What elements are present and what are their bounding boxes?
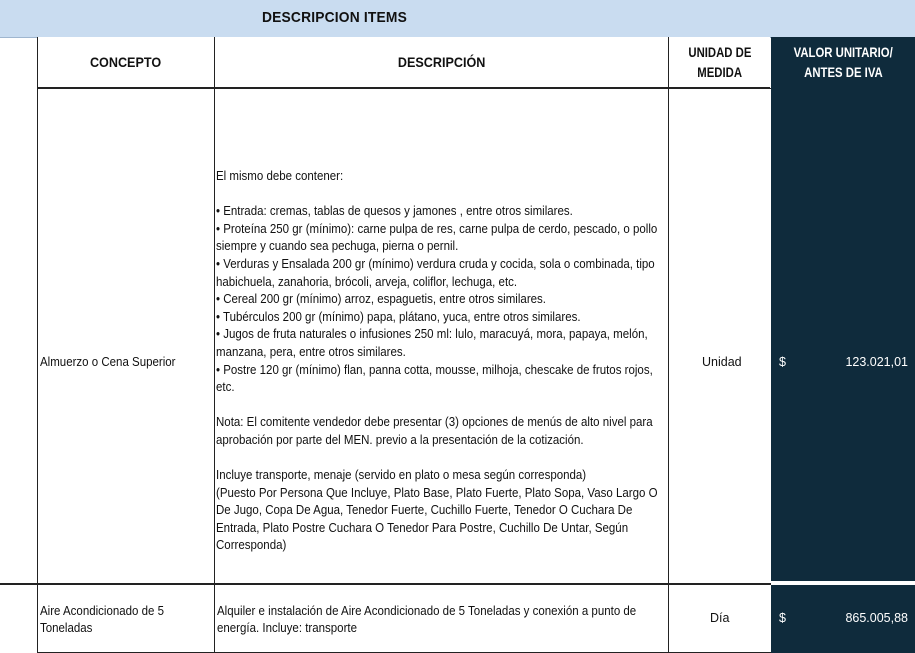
header-valor-line2: ANTES DE IVA — [803, 64, 883, 80]
row1-concepto: Almuerzo o Cena Superior — [40, 355, 176, 369]
desc-line: • Postre 120 gr (mínimo) flan, panna cotta, mousse, milhoja, chescake de frutos rojos, — [216, 362, 653, 377]
grid-line — [37, 88, 771, 89]
header-unidad — [669, 37, 770, 88]
desc-line: • Tubérculos 200 gr (mínimo) papa, plátano, yuca, entre otros similares. — [216, 309, 581, 324]
desc-line: (Puesto Por Persona Que Incluye, Plato Base, Plato Fuerte, Plato Sopa, Vaso Largo O — [216, 485, 658, 500]
desc-line: De Jugo, Copa De Agua, Tenedor Fuerte, Cuchillo Fuerte, Tenedor O Cuchara De — [216, 503, 633, 518]
row2-concepto-line2: Toneladas — [40, 621, 93, 635]
row-divider — [0, 583, 771, 585]
header-descripcion — [215, 37, 668, 88]
desc-line: aprobación por parte del MEN. previo a la presentación de la cotización. — [216, 432, 584, 447]
grid-line — [214, 37, 215, 653]
row1-valor: 123.021,01 — [845, 355, 908, 369]
desc-line: manzana, pera, entre otros similares. — [216, 344, 406, 359]
row2-desc-line1: Alquiler e instalación de Aire Acondicionado de 5 Toneladas y conexión a punto de — [217, 604, 637, 618]
row1-unidad: Unidad — [702, 355, 742, 369]
desc-line: Entrada, Plato Postre Cuchara O Tenedor Para Postre, Cuchillo De Untar, Según — [216, 520, 629, 535]
desc-line: Incluye transporte, menaje (servido en plato o mesa según corresponda) — [216, 468, 587, 483]
grid-line — [37, 37, 38, 653]
row1-descripcion — [216, 168, 686, 555]
header-valor — [771, 37, 915, 88]
desc-line: Corresponda) — [216, 538, 287, 553]
desc-line: • Entrada: cremas, tablas de quesos y jamones , entre otros similares. — [216, 204, 573, 219]
row2-concepto-line1: Aire Acondicionado de 5 — [40, 604, 165, 618]
table-title-bar — [0, 0, 915, 38]
header-concepto-label: CONCEPTO — [90, 54, 162, 70]
row2-descripcion — [217, 603, 673, 637]
row2-unidad: Día — [710, 611, 730, 625]
header-valor-line1: VALOR UNITARIO/ — [793, 44, 893, 60]
desc-line: • Verduras y Ensalada 200 gr (mínimo) verdura cruda y cocida, sola o combinada, tipo — [216, 256, 655, 271]
desc-line: etc. — [216, 380, 235, 395]
row2-concepto — [40, 603, 164, 637]
header-unidad-line1: UNIDAD DE — [687, 44, 752, 60]
row2-valor: 865.005,88 — [845, 611, 908, 625]
row1-currency-symbol: $ — [779, 355, 786, 369]
desc-line: • Proteína 250 gr (mínimo): carne pulpa de res, carne pulpa de cerdo, pescado, o pollo — [216, 221, 658, 236]
table-title: DESCRIPCION ITEMS — [262, 9, 407, 26]
header-concepto — [38, 37, 214, 88]
desc-line: Nota: El comitente vendedor debe presentar (3) opciones de menús de alto nivel para — [216, 415, 653, 430]
desc-line: • Cereal 200 gr (mínimo) arroz, espaguetis, entre otros similares. — [216, 292, 546, 307]
desc-line: habichuela, zanahoria, brócoli, arveja, coliflor, lechuga, etc. — [216, 274, 518, 289]
desc-line: El mismo debe contener: — [216, 169, 344, 183]
header-unidad-line2: MEDIDA — [697, 64, 742, 80]
row2-currency-symbol: $ — [779, 611, 786, 625]
desc-line: • Jugos de fruta naturales o infusiones 250 ml: lulo, maracuyá, mora, papaya, melón, — [216, 327, 648, 342]
header-descripcion-label: DESCRIPCIÓN — [397, 54, 486, 70]
desc-line: siempre y cuando sea pechuga, pierna o pernil. — [216, 239, 459, 254]
row2-desc-line2: energía. Incluye: transporte — [217, 621, 358, 635]
valor-cell-row1 — [771, 88, 915, 581]
